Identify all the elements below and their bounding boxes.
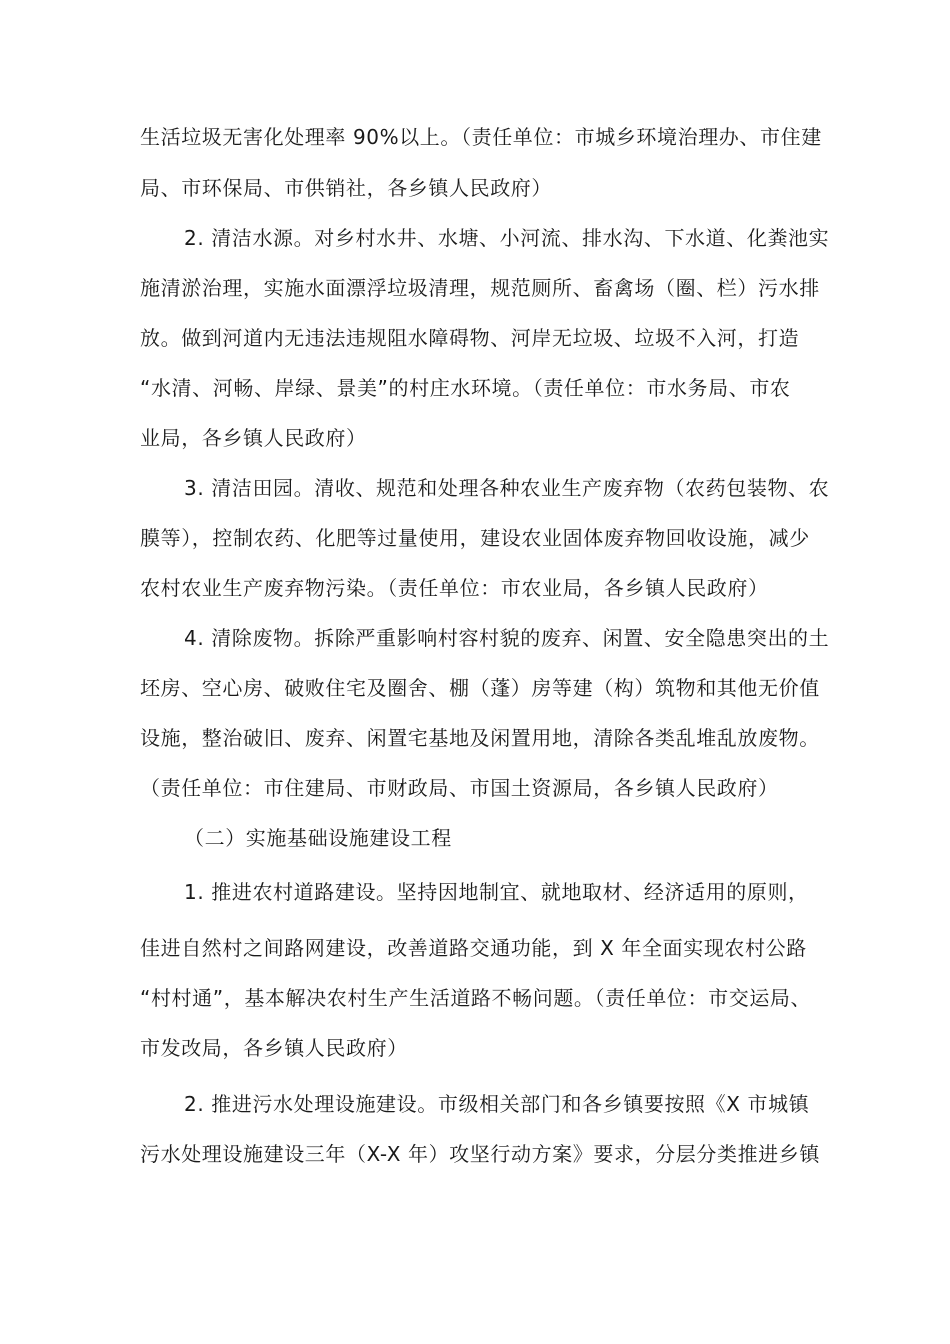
body-text-line: 佳进自然村之间路网建设，改善道路交通功能，到 X 年全面实现农村公路	[140, 936, 807, 960]
body-text-line: 施清淤治理，实施水面漂浮垃圾清理，规范厕所、畜禽场（圈、栏）污水排	[140, 276, 820, 300]
paragraph-remove-waste: 4. 清除废物。拆除严重影响村容村貌的废弃、闲置、安全隐患突出的土	[184, 626, 830, 650]
paragraph-sewage-facilities: 2. 推进污水处理设施建设。市级相关部门和各乡镇要按照《X 市城镇	[184, 1092, 810, 1116]
body-text-line: 放。做到河道内无违法违规阻水障碍物、河岸无垃圾、垃圾不入河，打造	[140, 326, 800, 350]
body-text-line: 生活垃圾无害化处理率 90%以上。（责任单位：市城乡环境治理办、市住建	[140, 125, 822, 149]
body-text-line: 膜等），控制农药、化肥等过量使用，建设农业固体废弃物回收设施，减少	[140, 526, 810, 550]
paragraph-clean-fields: 3. 清洁田园。清收、规范和处理各种农业生产废弃物（农药包装物、农	[184, 476, 830, 500]
body-text-line: 污水处理设施建设三年（X-X 年）攻坚行动方案》要求，分层分类推进乡镇	[140, 1142, 820, 1166]
body-text-line: 坯房、空心房、破败住宅及圈舍、棚（蓬）房等建（构）筑物和其他无价值	[140, 676, 820, 700]
paragraph-clean-water: 2. 清洁水源。对乡村水井、水塘、小河流、排水沟、下水道、化粪池实	[184, 226, 830, 250]
body-text-line: 局、市环保局、市供销社，各乡镇人民政府）	[140, 176, 552, 200]
body-text-line: 农村农业生产废弃物污染。（责任单位：市农业局，各乡镇人民政府）	[140, 576, 769, 600]
body-text-line: 市发改局，各乡镇人民政府）	[140, 1036, 408, 1060]
section-heading: （二）实施基础设施建设工程	[184, 826, 452, 850]
body-text-line: 业局，各乡镇人民政府）	[140, 426, 367, 450]
body-text-line: “村村通”，基本解决农村生产生活道路不畅问题。（责任单位：市交运局、	[140, 986, 812, 1010]
paragraph-rural-roads: 1. 推进农村道路建设。坚持因地制宜、就地取材、经济适用的原则，	[184, 880, 809, 904]
body-text-line: （责任单位：市住建局、市财政局、市国土资源局，各乡镇人民政府）	[140, 776, 779, 800]
body-text-line: “水清、河畅、岸绿、景美”的村庄水环境。（责任单位：市水务局、市农	[140, 376, 791, 400]
body-text-line: 设施，整治破旧、废弃、闲置宅基地及闲置用地，清除各类乱堆乱放废物。	[140, 726, 820, 750]
